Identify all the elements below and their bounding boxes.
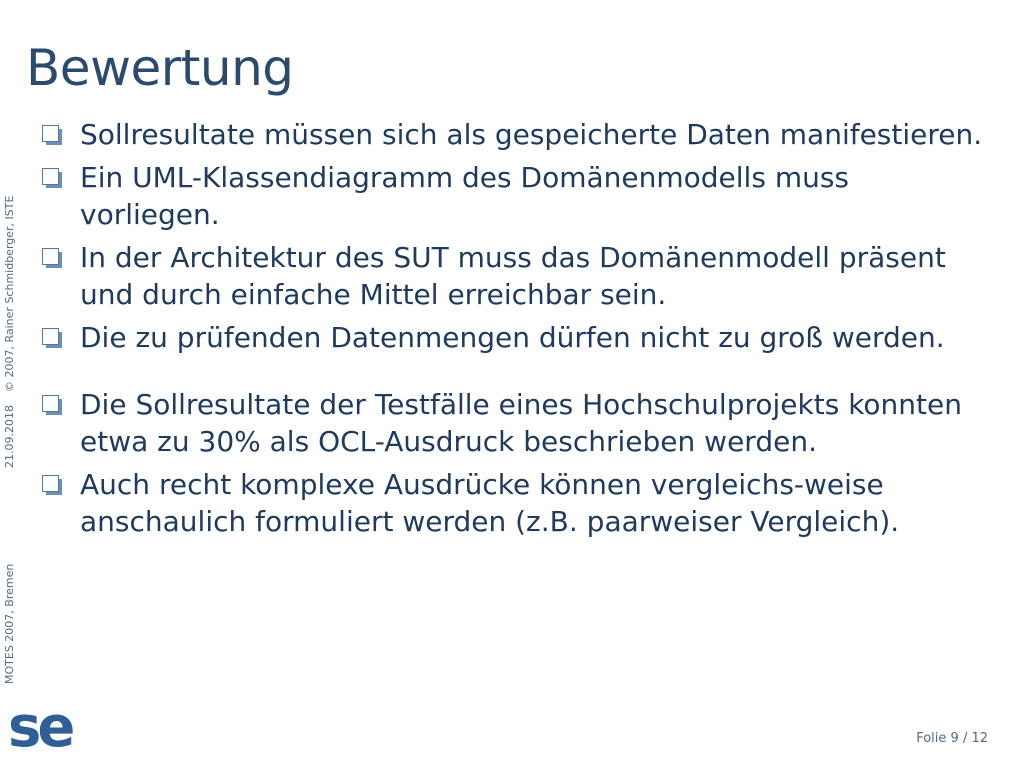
bullet-item	[36, 319, 996, 356]
bullet-list	[36, 116, 996, 540]
bullet-text: Die Sollresultate der Testfälle eines Hochschulprojekts konnten etwa zu 30% als OCL-Ausdruck beschrieben werden.	[80, 388, 962, 458]
bullet-item	[36, 466, 996, 540]
bullet-text: Auch recht komplexe Ausdrücke können vergleichs-weise anschaulich formuliert werden (z.B. paarweiser Vergleich).	[80, 468, 900, 538]
checkbox-bullet-icon	[42, 395, 62, 415]
bullet-text: Die zu prüfenden Datenmengen dürfen nicht zu groß werden.	[80, 321, 945, 354]
checkbox-bullet-icon	[42, 125, 62, 145]
date-label: 21.09.2018	[3, 405, 16, 468]
checkbox-bullet-icon	[42, 248, 62, 268]
bullet-text: In der Architektur des SUT muss das Domänenmodell präsent und durch einfache Mittel erreichbar sein.	[80, 241, 946, 311]
slide-title: Bewertung	[26, 39, 294, 97]
bullet-text: Sollresultate müssen sich als gespeicherte Daten manifestieren.	[80, 118, 983, 151]
bullet-text: Ein UML-Klassendiagramm des Domänenmodells muss vorliegen.	[80, 161, 850, 231]
event-label: MOTES 2007, Bremen	[3, 563, 16, 684]
side-metadata	[3, 124, 23, 684]
bullet-item	[36, 159, 996, 233]
bullet-item	[36, 116, 996, 153]
checkbox-bullet-icon	[42, 475, 62, 495]
bullet-item	[36, 386, 996, 460]
copyright-label: © 2007, Rainer Schmidberger, ISTE	[3, 195, 16, 392]
slide-number: Folie 9 / 12	[916, 731, 988, 746]
bullet-item	[36, 239, 996, 313]
checkbox-bullet-icon	[42, 328, 62, 348]
se-logo: se	[8, 695, 72, 760]
checkbox-bullet-icon	[42, 168, 62, 188]
